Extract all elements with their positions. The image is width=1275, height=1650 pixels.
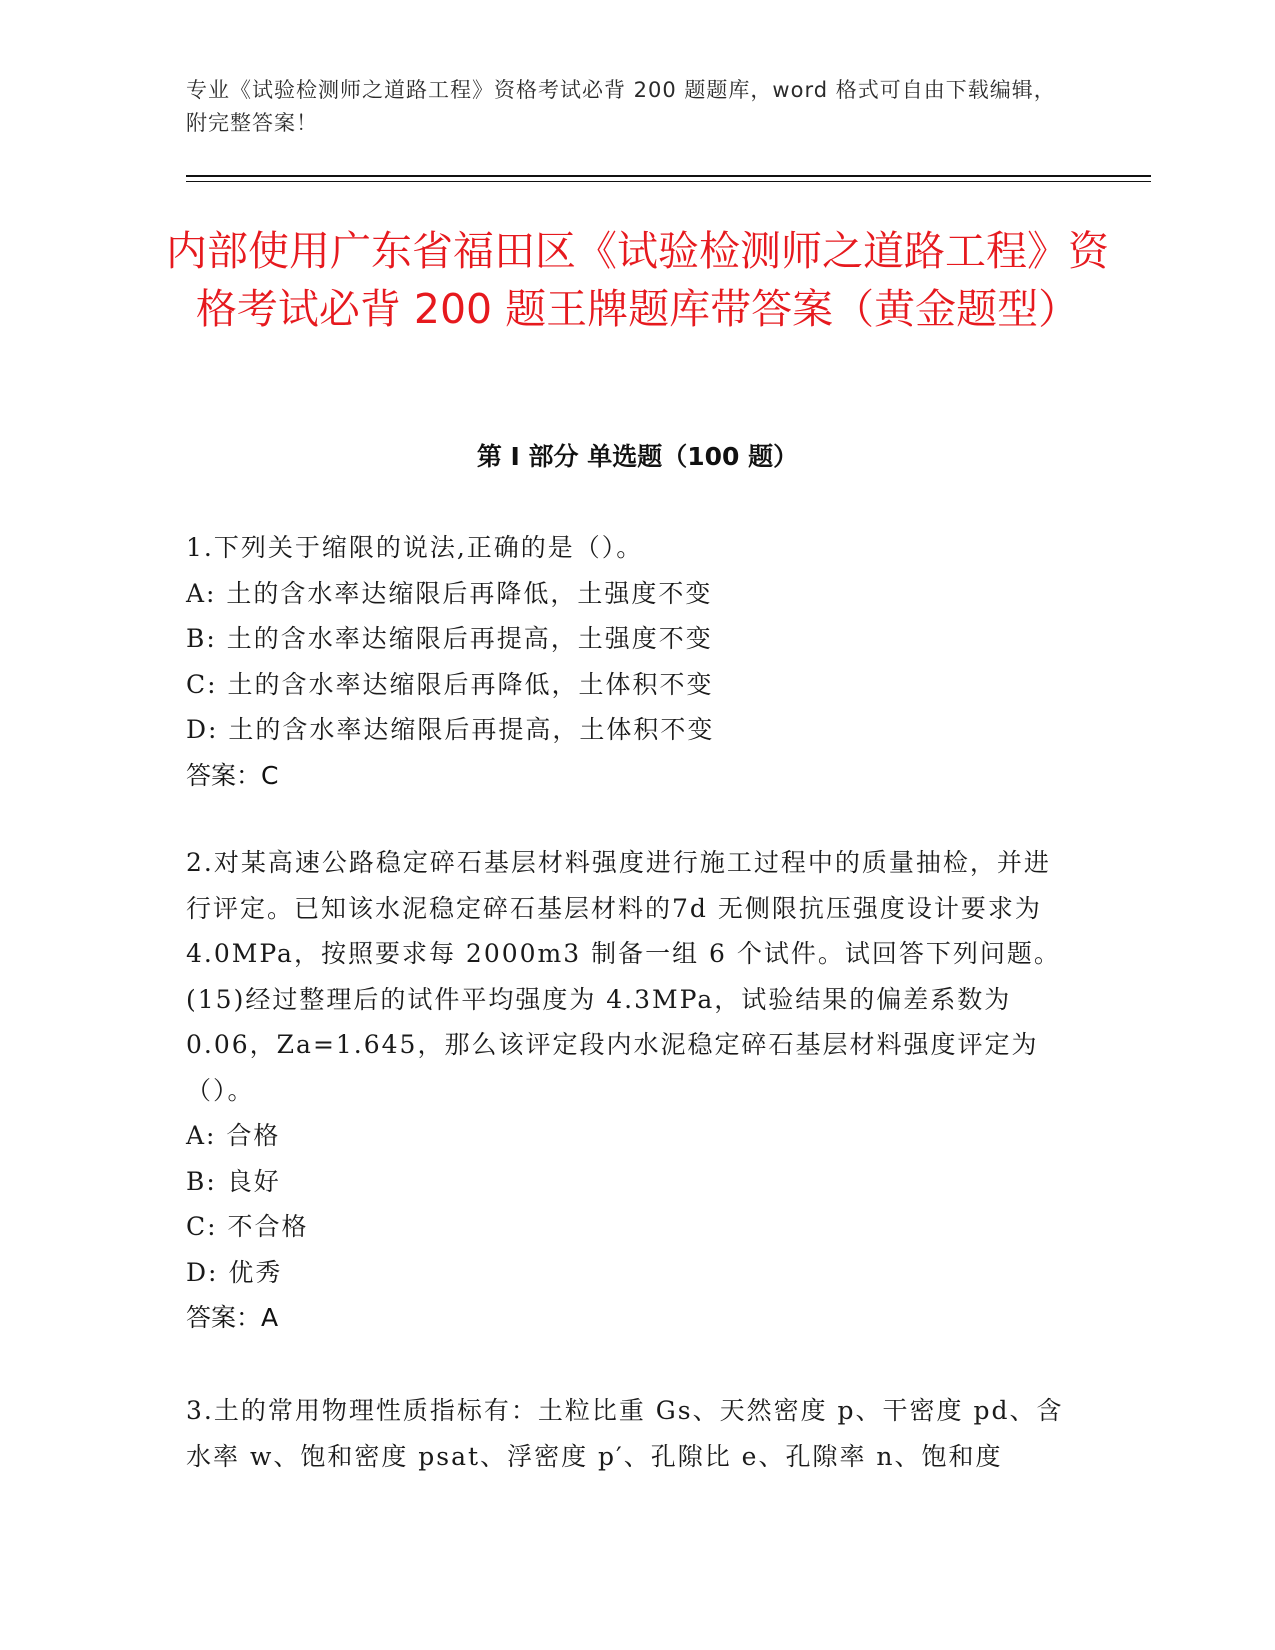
header-divider-thick — [186, 175, 1151, 177]
section-title: 第 I 部分 单选题（100 题） — [476, 442, 799, 471]
answer: 答案：C — [186, 760, 279, 790]
option-c: C: 土的含水率达缩限后再降低，土体积不变 — [186, 669, 714, 699]
question-3 — [186, 1388, 1076, 1479]
answer: 答案：A — [186, 1303, 279, 1332]
option-d: D: 土的含水率达缩限后再提高，土体积不变 — [186, 715, 715, 744]
question-2 — [186, 840, 1076, 1340]
question-stem: 3.土的常用物理性质指标有：土粒比重 Gs、天然密度 p、干密度 pd、含水率 w、饱和密度 psat、浮密度 p′、孔隙比 e、孔隙率 n、饱和度 — [186, 1396, 1064, 1471]
header-divider-thin — [186, 181, 1151, 182]
question-1 — [186, 525, 1076, 798]
option-c: C: 不合格 — [186, 1212, 309, 1241]
option-a: A: 土的含水率达缩限后再降低，土强度不变 — [186, 578, 713, 608]
option-b: B: 良好 — [186, 1166, 281, 1196]
option-a: A: 合格 — [186, 1121, 281, 1150]
header-note: 专业《试验检测师之道路工程》资格考试必背 200 题题库，word 格式可自由下载编辑，附完整答案！ — [186, 78, 1056, 135]
document-title: 内部使用广东省福田区《试验检测师之道路工程》资格考试必背 200 题王牌题库带答案（黄金题型） — [166, 227, 1109, 333]
option-b: B: 土的含水率达缩限后再提高，土强度不变 — [186, 624, 713, 653]
question-stem: 1.下列关于缩限的说法,正确的是（）。 — [186, 533, 644, 562]
option-d: D: 优秀 — [186, 1257, 283, 1287]
question-stem: 2.对某高速公路稳定碎石基层材料强度进行施工过程中的质量抽检，并进行评定。已知该水泥稳定碎石基层材料的7d 无侧限抗压强度设计要求为 4.0MPa，按照要求每 2000m3 制备一组 6 个试件。试回答下列问题。(15)经过整理后的试件平均强度为 4.3MPa，试验结果的偏差系数为 0.06，Za=1.645，那么该评定段内水泥稳定碎石基层材料强度评定为（）。 — [186, 848, 1061, 1105]
